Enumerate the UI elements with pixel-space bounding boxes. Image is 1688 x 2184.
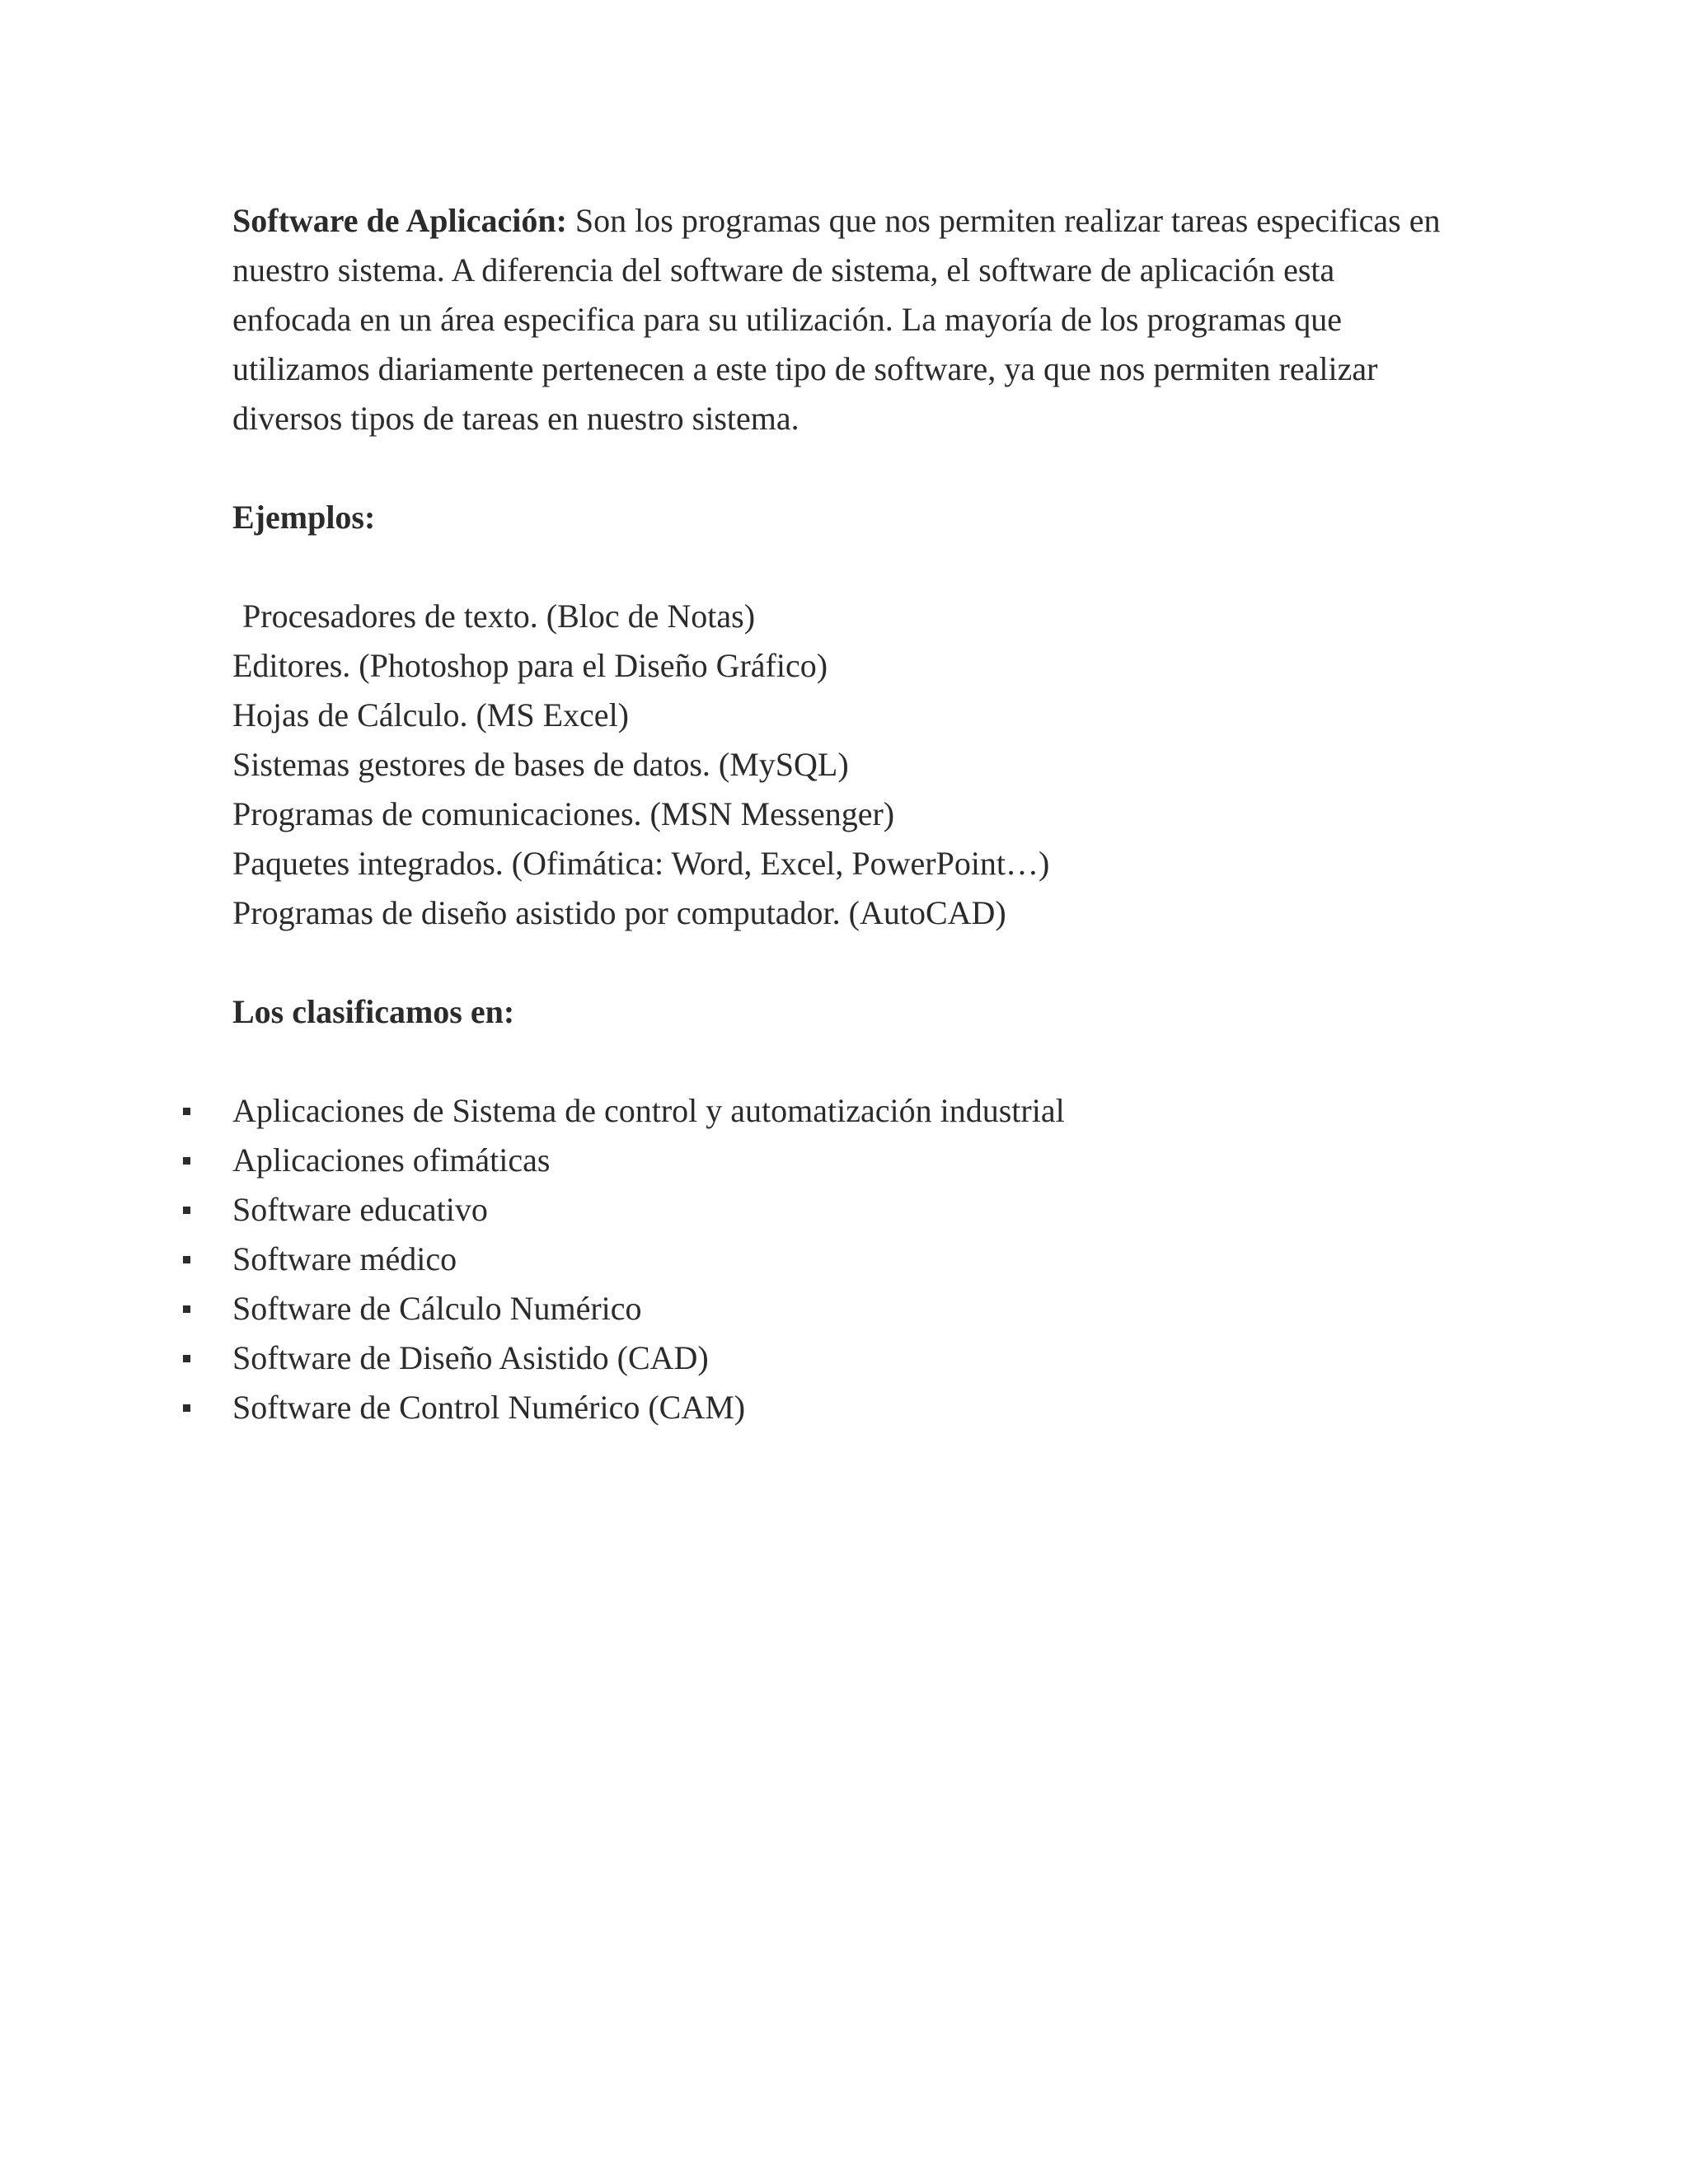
classification-item-text: Software de Cálculo Numérico — [232, 1290, 642, 1327]
example-item: Hojas de Cálculo. (MS Excel) — [232, 696, 629, 733]
square-bullet-icon — [183, 1108, 190, 1115]
classification-item-text: Software de Diseño Asistido (CAD) — [232, 1339, 709, 1376]
intro-label: Software de Aplicación: — [232, 202, 567, 239]
example-item: Programas de comunicaciones. (MSN Messenger) — [232, 795, 895, 832]
square-bullet-icon — [183, 1207, 190, 1214]
square-bullet-icon — [183, 1305, 190, 1313]
example-item: Sistemas gestores de bases de datos. (MySQL) — [232, 746, 849, 783]
square-bullet-icon — [183, 1157, 190, 1165]
square-bullet-icon — [183, 1355, 190, 1362]
examples-list — [232, 592, 1452, 938]
classification-list — [232, 1086, 1452, 1432]
example-item: Paquetes integrados. (Ofimática: Word, Excel, PowerPoint…) — [232, 845, 1050, 882]
classification-item — [232, 1284, 1452, 1333]
intro-text: Son los programas que nos permiten realizar tareas especificas en nuestro sistema. A diferencia del software de sistema, el software de aplicación esta enfocada en un área especifica para su utilización. La mayoría de los programas que utilizamos diariamente pertenecen a este tipo de software, ya que nos permiten realizar diversos tipos de tareas en nuestro sistema. — [232, 202, 1441, 437]
classification-heading: Los clasificamos en: — [232, 993, 515, 1030]
example-item: Procesadores de texto. (Bloc de Notas) — [242, 598, 756, 635]
example-item: Editores. (Photoshop para el Diseño Gráfico) — [232, 647, 828, 684]
examples-heading: Ejemplos: — [232, 499, 376, 536]
classification-item-text: Software médico — [232, 1240, 457, 1277]
classification-item-text: Aplicaciones ofimáticas — [232, 1141, 551, 1179]
classification-item — [232, 1235, 1452, 1284]
classification-item-text: Software de Control Numérico (CAM) — [232, 1389, 746, 1426]
square-bullet-icon — [183, 1404, 190, 1412]
classification-item — [232, 1136, 1452, 1185]
classification-item — [232, 1185, 1452, 1235]
document-content — [232, 196, 1452, 1432]
classification-item-text: Software educativo — [232, 1191, 488, 1228]
intro-paragraph — [232, 196, 1452, 443]
classification-item-text: Aplicaciones de Sistema de control y automatización industrial — [232, 1092, 1065, 1129]
classification-item — [232, 1383, 1452, 1432]
classification-item — [232, 1333, 1452, 1383]
example-item: Programas de diseño asistido por computador. (AutoCAD) — [232, 894, 1006, 931]
classification-item — [232, 1086, 1452, 1136]
square-bullet-icon — [183, 1256, 190, 1263]
